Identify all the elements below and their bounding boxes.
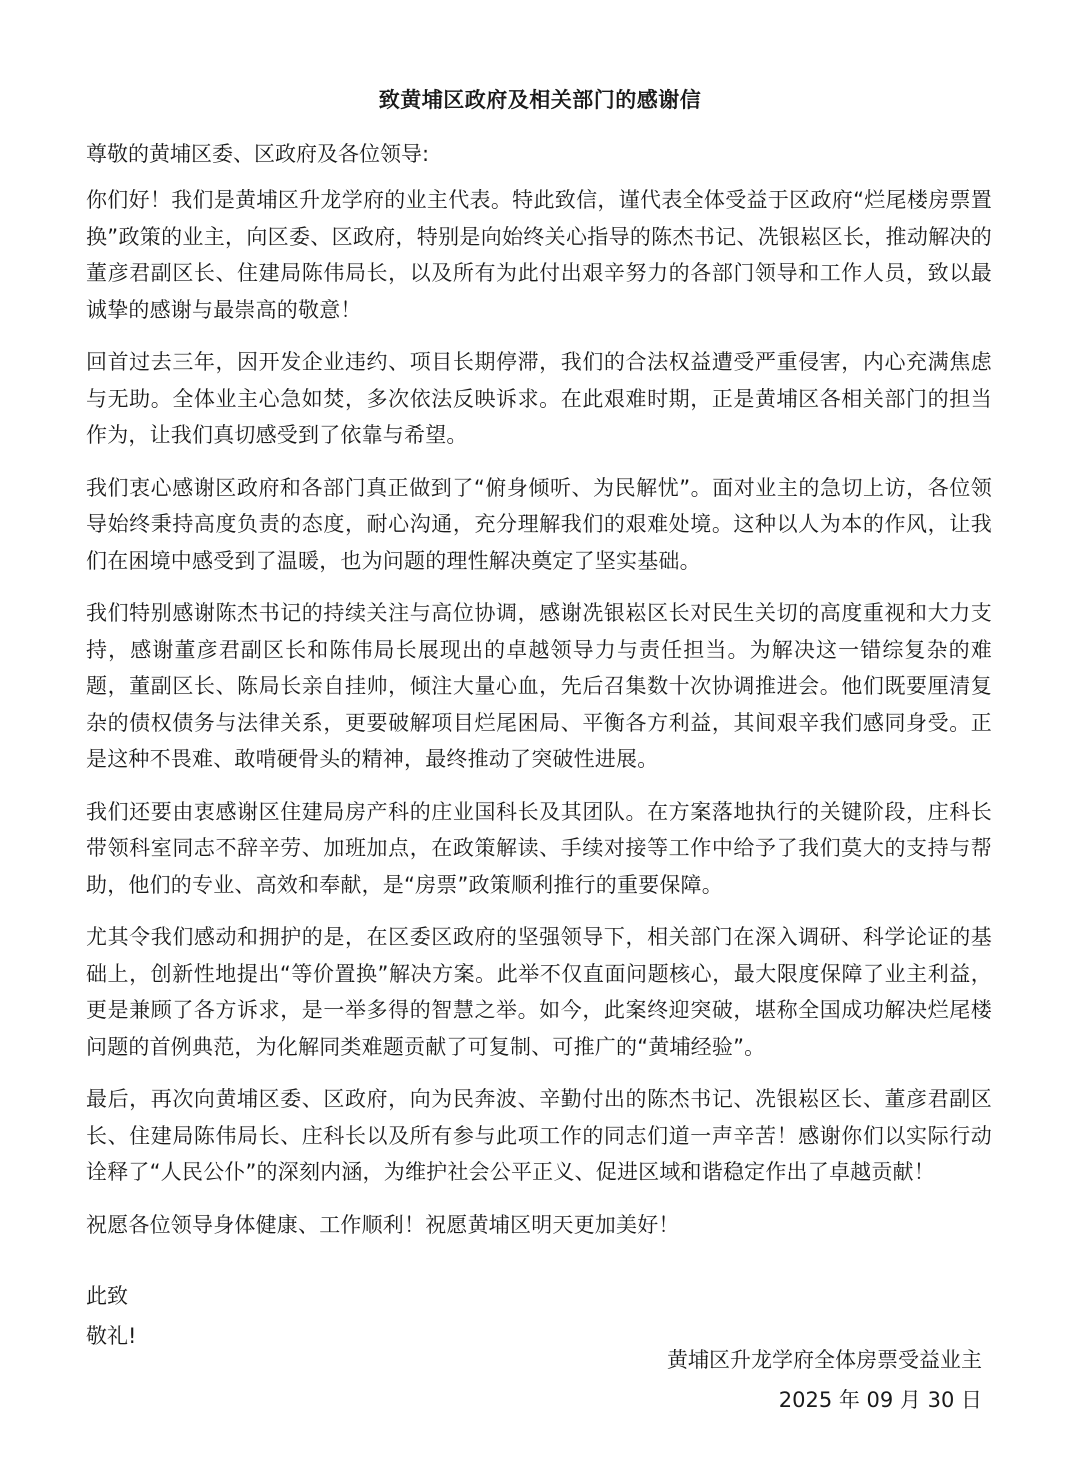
letter-title: 致黄埔区政府及相关部门的感谢信 [378, 88, 702, 112]
paragraph-thanks-housing-bureau: 我们还要由衷感谢区住建局房产科的庄业国科长及其团队。在方案落地执行的关键阶段，庄科长带领科室同志不辞辛劳、加班加点，在政策解读、手续对接等工作中给予了我们莫大的支持与帮助，他们的专业、高效和奉献，是“房票”政策顺利推行的重要保障。 [86, 799, 992, 897]
paragraph-thanks-leaders: 我们特别感谢陈杰书记的持续关注与高位协调，感谢冼银崧区长对民生关切的高度重视和大力支持，感谢董彦君副区长和陈伟局长展现出的卓越领导力与责任担当。为解决这一错综复杂的难题，董副区长、陈局长亲自挂帅，倾注大量心血，先后召集数十次协调推进会。他们既要厘清复杂的债权债务与法律关系，更要破解项目烂尾困局、平衡各方利益，其间艰辛我们感同身受。正是这种不畏难、敢啃硬骨头的精神，最终推动了突破性进展。 [86, 601, 992, 771]
paragraph-thanks-listening: 我们衷心感谢区政府和各部门真正做到了“俯身倾听、为民解忧”。面对业主的急切上访，各位领导始终秉持高度负责的态度，耐心沟通，充分理解我们的艰难处境。这种以人为本的作风，让我们在困境中感受到了温暖，也为问题的理性解决奠定了坚实基础。 [86, 475, 992, 573]
letter-closing [86, 1276, 136, 1356]
signature-name: 黄埔区升龙学府全体房票受益业主 [667, 1348, 982, 1372]
letter-signature-block [667, 1340, 982, 1420]
paragraph-wishes: 祝愿各位领导身体健康、工作顺利！祝愿黄埔区明天更加美好！ [86, 1212, 680, 1237]
closing-line-2: 敬礼! [86, 1324, 137, 1348]
paragraph-final-thanks: 最后，再次向黄埔区委、区政府，向为民奔波、辛勤付出的陈杰书记、冼银崧区长、董彦君副区长、住建局陈伟局长、庄科长以及所有参与此项工作的同志们道一声辛苦！感谢你们以实际行动诠释了“人民公仆”的深刻内涵，为维护社会公平正义、促进区域和谐稳定作出了卓越贡献！ [86, 1087, 992, 1184]
letter-body [86, 182, 992, 1259]
letter-salutation: 尊敬的黄埔区委、区政府及各位领导: [86, 142, 430, 166]
paragraph-equal-exchange: 尤其令我们感动和拥护的是，在区委区政府的坚强领导下，相关部门在深入调研、科学论证的基础上，创新性地提出“等价置换”解决方案。此举不仅直面问题核心，最大限度保障了业主利益，更是兼顾了各方诉求，是一举多得的智慧之举。如今，此案终迎突破，堪称全国成功解决烂尾楼问题的首例典范，为化解同类难题贡献了可复制、可推广的“黄埔经验”。 [86, 925, 992, 1059]
signature-date: 2025 年 09 月 30 日 [778, 1388, 982, 1412]
paragraph-background: 回首过去三年，因开发企业违约、项目长期停滞，我们的合法权益遭受严重侵害，内心充满焦虑与无助。全体业主心急如焚，多次依法反映诉求。在此艰难时期，正是黄埔区各相关部门的担当作为，让我们真切感受到了依靠与希望。 [86, 350, 992, 447]
paragraph-greeting: 你们好！我们是黄埔区升龙学府的业主代表。特此致信，谨代表全体受益于区政府“烂尾楼房票置换”政策的业主，向区委、区政府，特别是向始终关心指导的陈杰书记、冼银崧区长，推动解决的董彦君副区长、住建局陈伟局长，以及所有为此付出艰辛努力的各部门领导和工作人员，致以最诚挚的感谢与最崇高的敬意！ [86, 188, 992, 322]
closing-line-1: 此致 [86, 1284, 128, 1308]
